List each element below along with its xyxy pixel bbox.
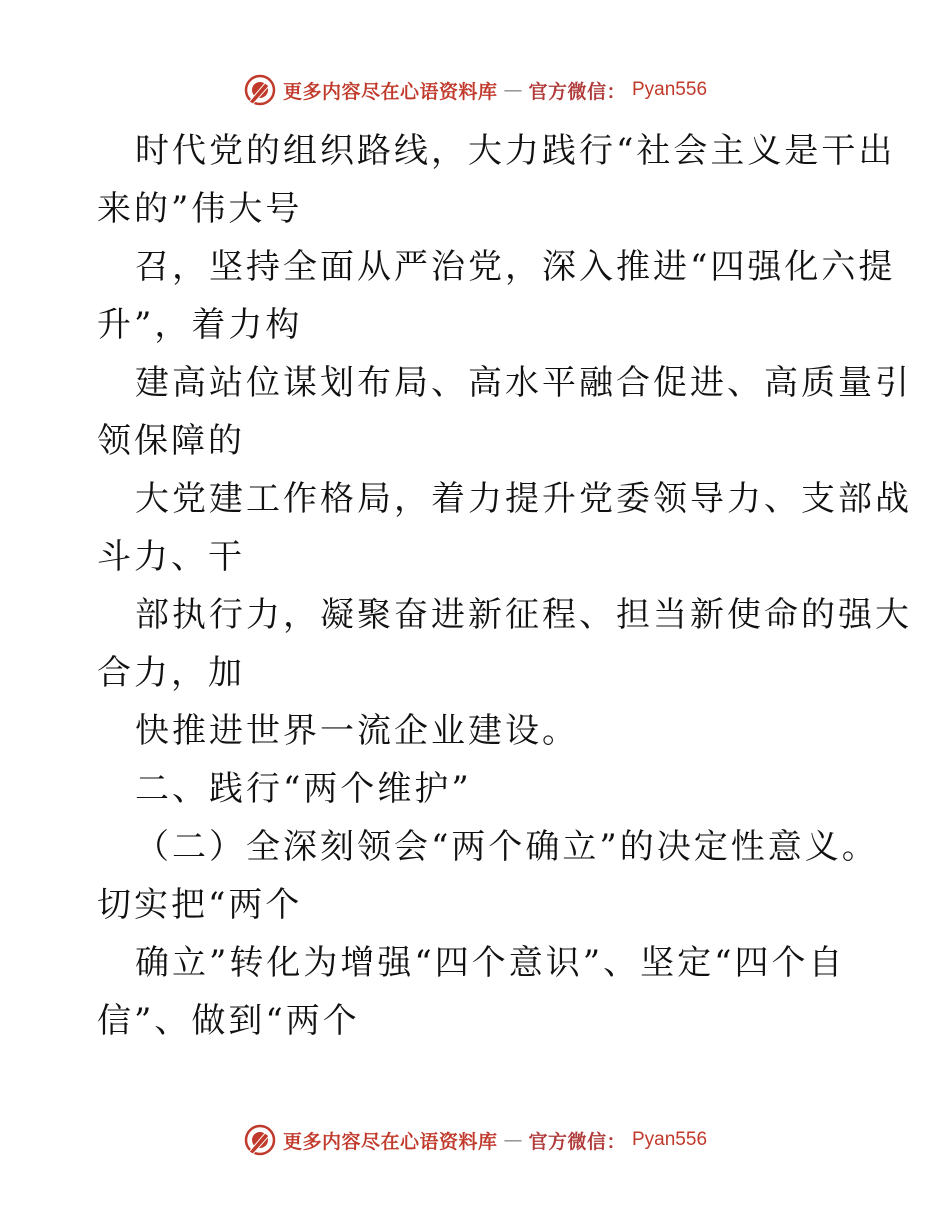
text-line: 快推进世界一流企业建设。	[135, 711, 579, 751]
section-heading: 二、践行“两个维护”	[135, 769, 472, 809]
text-line: （二）全深刻领会“两个确立”的决定性意义。	[135, 827, 879, 867]
text-line: 时代党的组织路线，大力践行“社会主义是干出	[135, 131, 896, 171]
footer-banner	[0, 1120, 950, 1160]
footer-wechat-id: Pyan556	[632, 1129, 708, 1150]
text-line: 斗力、干	[97, 537, 245, 577]
text-line: 切实把“两个	[97, 885, 303, 925]
header-wechat-id: Pyan556	[632, 79, 708, 100]
header-wechat-label: 官方微信：	[528, 80, 626, 103]
pen-logo-icon	[243, 1123, 277, 1157]
pen-logo-icon	[243, 73, 277, 107]
text-line: 建高站位谋划布局、高水平融合促进、高质量引	[135, 363, 912, 403]
document-body	[97, 122, 912, 1050]
text-line: 合力，加	[97, 653, 245, 693]
text-line: 确立”转化为增强“四个意识”、坚定“四个自	[135, 943, 846, 983]
header-title: 更多内容尽在心语资料库	[282, 80, 498, 103]
footer-wechat-label: 官方微信：	[528, 1130, 626, 1153]
footer-title: 更多内容尽在心语资料库	[282, 1130, 498, 1153]
text-line: 召，坚持全面从严治党，深入推进“四强化六提	[135, 247, 896, 287]
text-line: 部执行力，凝聚奋进新征程、担当新使命的强大	[135, 595, 912, 635]
text-line: 信”、做到“两个	[97, 1001, 360, 1041]
footer-separator: —	[503, 1129, 523, 1151]
text-line: 领保障的	[97, 421, 245, 461]
header-separator: —	[503, 79, 523, 101]
text-line: 大党建工作格局，着力提升党委领导力、支部战	[135, 479, 912, 519]
text-line: 升”，着力构	[97, 305, 303, 345]
text-line: 来的”伟大号	[97, 189, 303, 229]
header-banner	[0, 70, 950, 110]
